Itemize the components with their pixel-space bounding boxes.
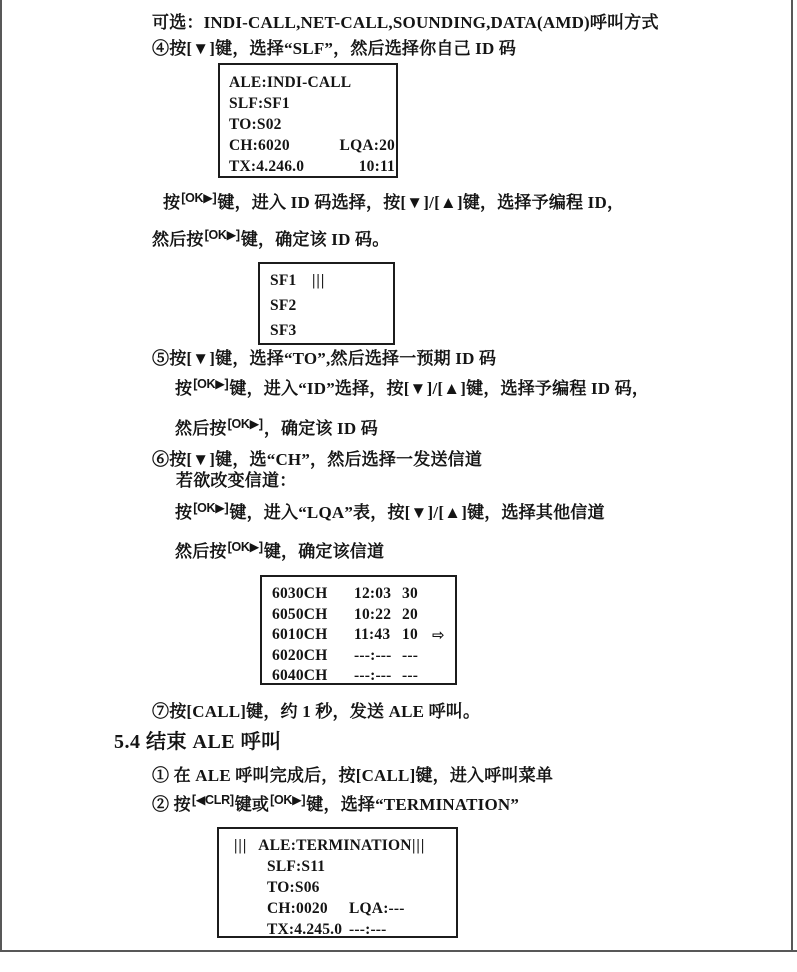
step-7-line: ⑦按[CALL]键，约 1 秒，发送 ALE 呼叫。 [152, 702, 481, 721]
line-text: 然后按 [175, 542, 227, 561]
screen-cell: ALE:INDI-CALL [229, 74, 352, 91]
screen-row [219, 877, 456, 898]
screen-cell [329, 114, 395, 135]
line-text: 然后按 [152, 230, 204, 249]
screen-cell: CH:0020 [267, 900, 328, 917]
step-6-line: ⑥按[▼]键，选“CH”，然后选择一发送信道 [152, 450, 483, 469]
channel-row [262, 584, 455, 605]
signal-bars-icon: ||| [312, 272, 326, 289]
screen-row [260, 318, 393, 343]
step-5-line: ⑤按[▼]键，选择“TO”,然后选择一预期 ID 码 [152, 349, 497, 368]
screen-row [219, 898, 456, 919]
channel-row [262, 666, 455, 687]
channel-cell: 6020CH [272, 646, 328, 664]
ok-key-label: [OK▶] [193, 501, 229, 515]
screen-title-row [219, 835, 456, 856]
slf-item: SF3 [270, 322, 297, 339]
cursor-arrow-icon: ⇨ [432, 626, 445, 644]
screen-row [220, 72, 396, 93]
lqa-value-cell: --- [402, 646, 419, 664]
line-text: 键，确定该信道 [263, 542, 385, 561]
screen-cell: TO:S02 [229, 116, 282, 133]
screen-title: ALE:TERMINATION [258, 837, 412, 854]
line-text: 按 [175, 503, 193, 522]
screen-row [260, 293, 393, 318]
screen-cell: CH:6020 [229, 137, 290, 154]
channel-row [262, 625, 455, 646]
line-text: ② 按 [152, 795, 191, 814]
screen-row [219, 919, 456, 940]
line-text: 键，选择“TERMINATION” [306, 795, 520, 814]
screen-cell: SLF:SF1 [229, 95, 290, 112]
slf-item: SF2 [270, 297, 297, 314]
line-text: 按 [163, 193, 181, 212]
confirm-id-line [152, 229, 389, 252]
screen-cell: TX:4.245.0 [267, 921, 343, 938]
screen-row [220, 156, 396, 177]
line-text: 键，确定该 ID 码。 [240, 230, 390, 249]
clr-key-label: [◀CLR] [191, 793, 234, 807]
end-step-1-line: ① 在 ALE 呼叫完成后，按[CALL]键，进入呼叫菜单 [152, 766, 554, 785]
page-border-right [791, 0, 793, 952]
step-4-line: ④按[▼]键，选择“SLF”，然后选择你自己 ID 码 [152, 39, 517, 58]
lcd-screen-termination [217, 827, 458, 938]
screen-row [220, 93, 396, 114]
press-ok-id-line [163, 192, 624, 215]
lqa-value-cell: 20 [402, 605, 418, 623]
lcd-screen-lqa-table [260, 575, 457, 685]
section-heading: 5.4 结束 ALE 呼叫 [114, 731, 282, 753]
screen-cell [329, 93, 395, 114]
end-step-2-line [152, 794, 519, 817]
ok-key-label: [OK▶] [193, 377, 229, 391]
press-ok-id2-line [175, 378, 649, 401]
time-cell: ---:--- [354, 646, 392, 664]
time-cell: ---:--- [354, 667, 392, 684]
time-cell: 12:03 [354, 585, 392, 602]
line-text: 键或 [234, 795, 270, 814]
confirm-channel-line [175, 541, 384, 564]
screen-row [260, 268, 393, 293]
ok-key-label: [OK▶] [227, 540, 263, 554]
channel-row [262, 605, 455, 626]
screen-row [219, 856, 456, 877]
screen-cell: TO:S06 [267, 879, 320, 896]
screen-cell [329, 72, 395, 93]
line-text: 键，进入“ID”选择，按[▼]/[▲]键，选择予编程 ID 码， [229, 379, 650, 398]
ok-key-label: [OK▶] [227, 417, 263, 431]
lqa-value-cell: 10 [402, 626, 418, 643]
signal-bars-icon: ||| [412, 837, 426, 854]
line-text: 然后按 [175, 419, 227, 438]
screen-cell: LQA:--- [349, 900, 405, 917]
lcd-screen-indi-call [218, 63, 398, 178]
screen-cell: SLF:S11 [267, 858, 326, 875]
lqa-value-cell: --- [402, 667, 419, 684]
lqa-value-cell: 30 [402, 585, 418, 602]
time-cell: 11:43 [354, 626, 391, 643]
line-text: 键，进入“LQA”表，按[▼]/[▲]键，选择其他信道 [229, 503, 605, 522]
line-text: 按 [175, 379, 193, 398]
ok-key-label: [OK▶] [270, 793, 306, 807]
channel-cell: 6010CH [272, 626, 328, 643]
step-6-sub-line: 若欲改变信道： [176, 471, 297, 490]
page-border-left [0, 0, 2, 952]
screen-row [220, 135, 396, 156]
ok-key-label: [OK▶] [204, 228, 240, 242]
press-ok-lqa-line [175, 502, 605, 525]
time-cell: 10:22 [354, 605, 392, 623]
channel-cell: 6050CH [272, 605, 328, 623]
page-border-bottom [0, 950, 797, 952]
ok-key-label: [OK▶] [181, 191, 217, 205]
screen-cell: 10:11 [358, 158, 395, 175]
lcd-screen-slf-list [258, 262, 395, 345]
screen-row [220, 114, 396, 135]
channel-cell: 6030CH [272, 585, 328, 602]
signal-bars-icon: ||| [234, 837, 248, 854]
screen-cell: TX:4.246.0 [229, 158, 305, 175]
confirm-id2-line [175, 418, 378, 441]
channel-cell: 6040CH [272, 667, 328, 684]
line-call-modes: 可选：INDI-CALL,NET-CALL,SOUNDING,DATA(AMD)呼叫方式 [152, 13, 659, 32]
slf-item: SF1 [270, 272, 297, 289]
screen-cell: LQA:20 [339, 137, 395, 154]
channel-row [262, 646, 455, 667]
line-text: 键，进入 ID 码选择，按[▼]/[▲]键，选择予编程 ID， [217, 193, 625, 212]
line-text: ，确定该 ID 码 [263, 419, 379, 438]
screen-cell: ---:--- [349, 921, 387, 938]
